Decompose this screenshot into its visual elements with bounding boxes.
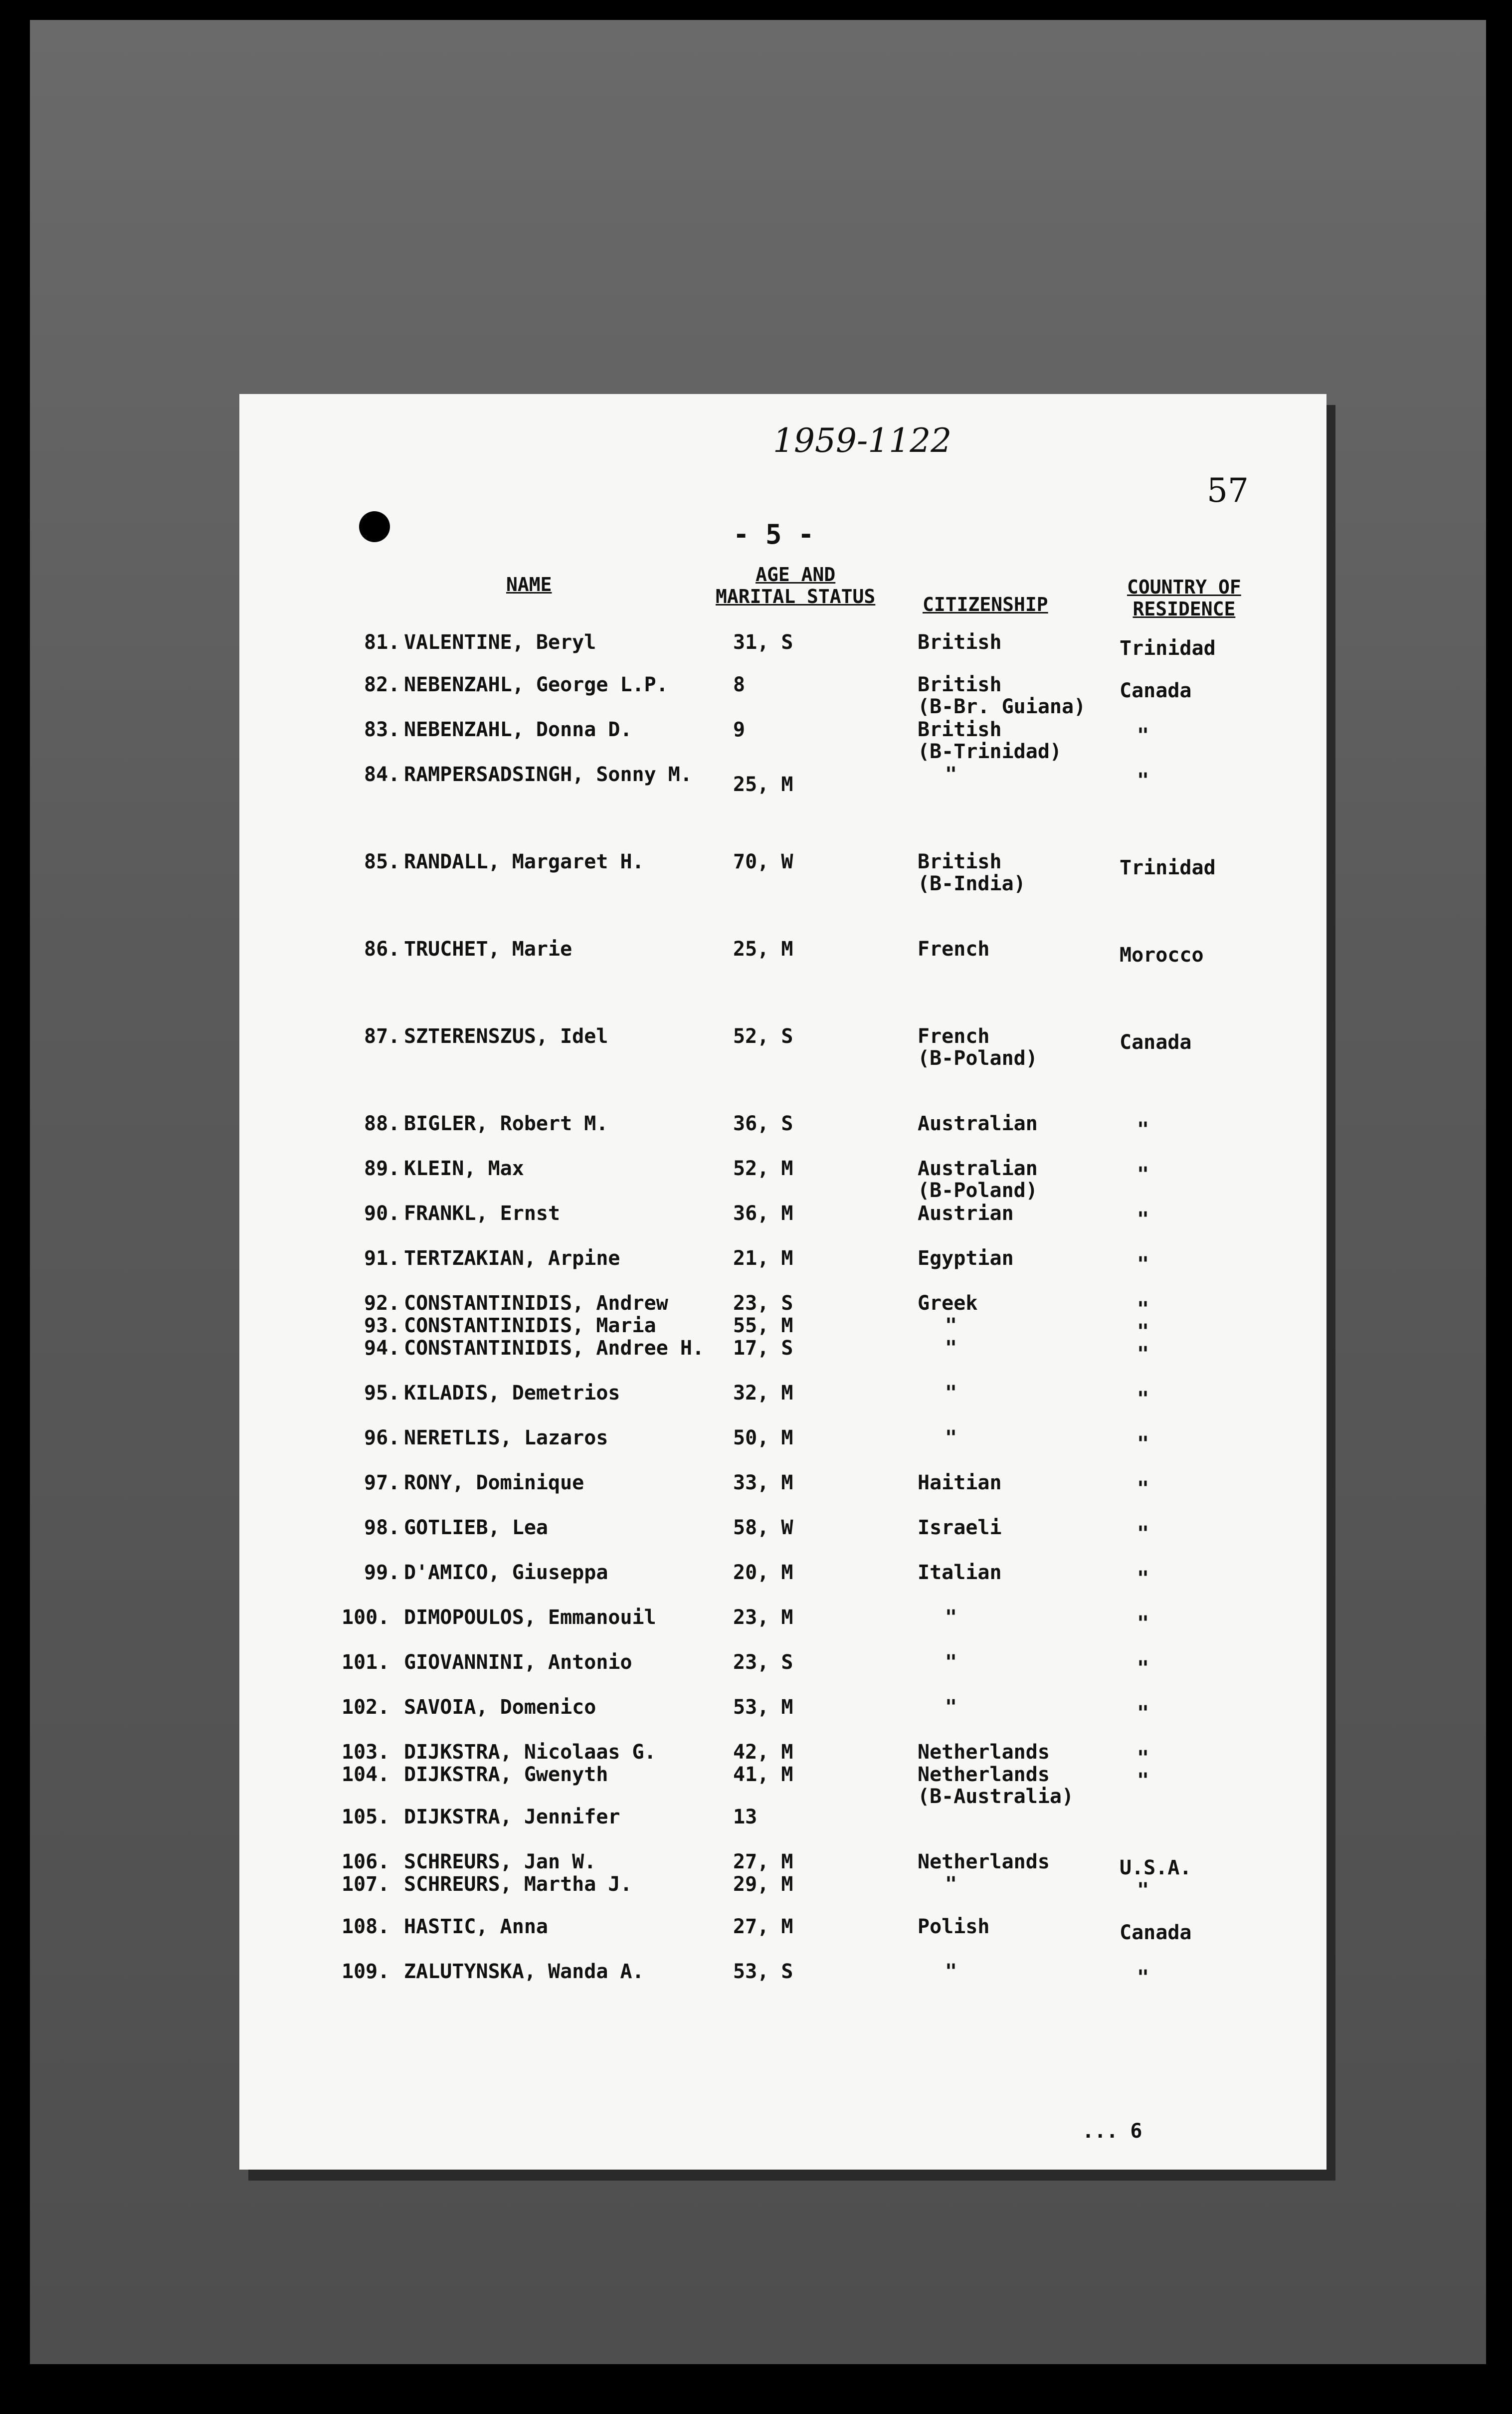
passenger-name: SZTERENSZUS, Idel <box>404 1025 608 1048</box>
row-number: 89. <box>364 1157 400 1180</box>
age-marital-status: 20, M <box>733 1561 793 1584</box>
country-of-residence: " <box>1137 1388 1149 1410</box>
age-marital-status: 41, M <box>733 1763 793 1786</box>
passenger-name: KILADIS, Demetrios <box>404 1382 620 1405</box>
country-of-residence: " <box>1137 1522 1149 1545</box>
citizenship-line: French <box>918 938 990 961</box>
country-of-residence: Canada <box>1120 1921 1192 1944</box>
country-of-residence: " <box>1137 1298 1149 1321</box>
row-number: 97. <box>364 1471 400 1494</box>
citizenship-line: Haitian <box>918 1471 1002 1494</box>
citizenship-line: (B-Br. Guiana) <box>918 695 1086 718</box>
row-number: 109. <box>342 1960 390 1983</box>
age-marital-status: 52, S <box>733 1025 793 1048</box>
country-of-residence: Canada <box>1120 679 1192 702</box>
country-of-residence: " <box>1137 1567 1149 1590</box>
age-marital-status: 42, M <box>733 1741 793 1764</box>
row-number: 85. <box>364 850 400 873</box>
page-marker: - 5 - <box>733 519 814 550</box>
citizenship-line: " <box>945 1337 957 1360</box>
citizenship-line: Austrian <box>918 1202 1014 1225</box>
passenger-name: BIGLER, Robert M. <box>404 1112 608 1135</box>
citizenship-line: British <box>918 850 1002 873</box>
passenger-name: CONSTANTINIDIS, Andrew <box>404 1292 668 1315</box>
header-country-line2: RESIDENCE <box>1133 598 1236 620</box>
citizenship-line: Netherlands <box>918 1741 1050 1764</box>
row-number: 101. <box>342 1651 390 1674</box>
age-marital-status: 17, S <box>733 1337 793 1360</box>
country-of-residence: " <box>1137 1769 1149 1792</box>
country-of-residence: " <box>1137 1163 1149 1186</box>
country-of-residence: " <box>1137 1747 1149 1770</box>
row-number: 95. <box>364 1382 400 1405</box>
citizenship-line: " <box>945 1426 957 1449</box>
age-marital-status: 9 <box>733 718 746 741</box>
passenger-name: VALENTINE, Beryl <box>404 631 596 654</box>
passenger-name: TERTZAKIAN, Arpine <box>404 1247 620 1270</box>
row-number: 81. <box>364 631 400 654</box>
passenger-name: GOTLIEB, Lea <box>404 1516 548 1539</box>
citizenship-line: Polish <box>918 1915 990 1938</box>
citizenship-line: French <box>918 1025 990 1048</box>
passenger-name: GIOVANNINI, Antonio <box>404 1651 632 1674</box>
passenger-name: TRUCHET, Marie <box>404 938 572 961</box>
citizenship-line: " <box>945 1696 957 1719</box>
age-marital-status: 53, S <box>733 1960 793 1983</box>
citizenship-line: (B-Poland) <box>918 1179 1038 1202</box>
handwritten-reference: 1959-1122 <box>773 421 952 460</box>
passenger-name: DIJKSTRA, Gwenyth <box>404 1763 608 1786</box>
page-number: 57 <box>1207 471 1249 510</box>
passenger-name: DIMOPOULOS, Emmanouil <box>404 1606 656 1629</box>
country-of-residence: " <box>1137 1477 1149 1500</box>
age-marital-status: 50, M <box>733 1426 793 1449</box>
age-marital-status: 23, M <box>733 1606 793 1629</box>
header-name-text: NAME <box>506 574 552 596</box>
passenger-name: RONY, Dominique <box>404 1471 584 1494</box>
country-of-residence: " <box>1137 1702 1149 1725</box>
passenger-name: CONSTANTINIDIS, Maria <box>404 1314 656 1337</box>
citizenship-line: British <box>918 718 1002 741</box>
column-header-name <box>506 574 552 596</box>
header-citizenship-text: CITIZENSHIP <box>923 594 1048 615</box>
country-of-residence: U.S.A. <box>1120 1856 1192 1879</box>
passenger-name: NEBENZAHL, George L.P. <box>404 673 668 696</box>
row-number: 103. <box>342 1741 390 1764</box>
age-marital-status: 55, M <box>733 1314 793 1337</box>
citizenship-line: (B-India) <box>918 872 1026 895</box>
column-header-citizenship <box>923 594 1048 615</box>
row-number: 90. <box>364 1202 400 1225</box>
passenger-name: DIJKSTRA, Nicolaas G. <box>404 1741 656 1764</box>
row-number: 108. <box>342 1915 390 1938</box>
row-number: 82. <box>364 673 400 696</box>
row-number: 83. <box>364 718 400 741</box>
header-country-line1: COUNTRY OF <box>1127 576 1241 598</box>
passenger-name: NERETLIS, Lazaros <box>404 1426 608 1449</box>
country-of-residence: " <box>1137 724 1149 747</box>
citizenship-line: " <box>945 1873 957 1896</box>
row-number: 87. <box>364 1025 400 1048</box>
age-marital-status: 25, M <box>733 773 793 796</box>
country-of-residence: " <box>1137 1966 1149 1989</box>
row-number: 99. <box>364 1561 400 1584</box>
passenger-name: FRANKL, Ernst <box>404 1202 561 1225</box>
country-of-residence: " <box>1137 1879 1149 1902</box>
country-of-residence: " <box>1137 1320 1149 1343</box>
citizenship-line: (B-Poland) <box>918 1047 1038 1070</box>
passenger-name: KLEIN, Max <box>404 1157 524 1180</box>
passenger-name: RANDALL, Margaret H. <box>404 850 644 873</box>
citizenship-line: Italian <box>918 1561 1002 1584</box>
passenger-name: RAMPERSADSINGH, Sonny M. <box>404 763 692 786</box>
passenger-name: SAVOIA, Domenico <box>404 1696 596 1719</box>
row-number: 100. <box>342 1606 390 1629</box>
passenger-name: SCHREURS, Martha J. <box>404 1873 632 1896</box>
citizenship-line: " <box>945 1314 957 1337</box>
punch-hole <box>359 511 390 542</box>
citizenship-line: (B-Australia) <box>918 1785 1074 1808</box>
citizenship-line: " <box>945 1960 957 1983</box>
age-marital-status: 29, M <box>733 1873 793 1896</box>
row-number: 105. <box>342 1806 390 1828</box>
citizenship-line: Israeli <box>918 1516 1002 1539</box>
header-age-line2: MARITAL STATUS <box>716 586 876 607</box>
citizenship-line: " <box>945 1651 957 1674</box>
age-marital-status: 36, M <box>733 1202 793 1225</box>
citizenship-line: " <box>945 763 957 786</box>
citizenship-line: Netherlands <box>918 1850 1050 1873</box>
country-of-residence: " <box>1137 1343 1149 1366</box>
citizenship-line: (B-Trinidad) <box>918 740 1062 763</box>
continuation-marker: ... 6 <box>1082 2120 1142 2143</box>
age-marital-status: 36, S <box>733 1112 793 1135</box>
citizenship-line: " <box>945 1606 957 1629</box>
age-marital-status: 23, S <box>733 1292 793 1315</box>
country-of-residence: " <box>1137 1208 1149 1231</box>
passenger-name: ZALUTYNSKA, Wanda A. <box>404 1960 644 1983</box>
country-of-residence: " <box>1137 1612 1149 1635</box>
age-marital-status: 32, M <box>733 1382 793 1405</box>
country-of-residence: " <box>1137 1118 1149 1141</box>
citizenship-line: British <box>918 631 1002 654</box>
age-marital-status: 27, M <box>733 1850 793 1873</box>
age-marital-status: 52, M <box>733 1157 793 1180</box>
country-of-residence: " <box>1137 1657 1149 1680</box>
citizenship-line: Australian <box>918 1157 1038 1180</box>
passenger-name: SCHREURS, Jan W. <box>404 1850 596 1873</box>
age-marital-status: 53, M <box>733 1696 793 1719</box>
passenger-name: HASTIC, Anna <box>404 1915 548 1938</box>
age-marital-status: 33, M <box>733 1471 793 1494</box>
row-number: 91. <box>364 1247 400 1270</box>
country-of-residence: " <box>1137 1432 1149 1455</box>
column-header-country <box>1127 576 1241 620</box>
passenger-name: NEBENZAHL, Donna D. <box>404 718 632 741</box>
country-of-residence: Trinidad <box>1120 637 1216 660</box>
row-number: 84. <box>364 763 400 786</box>
age-marital-status: 27, M <box>733 1915 793 1938</box>
column-header-age-marital <box>716 564 875 607</box>
country-of-residence: Morocco <box>1120 944 1204 967</box>
row-number: 98. <box>364 1516 400 1539</box>
row-number: 96. <box>364 1426 400 1449</box>
row-number: 86. <box>364 938 400 961</box>
citizenship-line: " <box>945 1382 957 1405</box>
header-age-line1: AGE AND <box>756 564 836 586</box>
row-number: 92. <box>364 1292 400 1315</box>
passenger-name: D'AMICO, Giuseppa <box>404 1561 608 1584</box>
row-number: 102. <box>342 1696 390 1719</box>
citizenship-line: Netherlands <box>918 1763 1050 1786</box>
age-marital-status: 25, M <box>733 938 793 961</box>
age-marital-status: 23, S <box>733 1651 793 1674</box>
document-page <box>239 394 1326 2170</box>
country-of-residence: " <box>1137 1253 1149 1276</box>
age-marital-status: 58, W <box>733 1516 793 1539</box>
country-of-residence: Trinidad <box>1120 856 1216 879</box>
row-number: 106. <box>342 1850 390 1873</box>
row-number: 94. <box>364 1337 400 1360</box>
age-marital-status: 31, S <box>733 631 793 654</box>
row-number: 107. <box>342 1873 390 1896</box>
row-number: 88. <box>364 1112 400 1135</box>
age-marital-status: 21, M <box>733 1247 793 1270</box>
row-number: 93. <box>364 1314 400 1337</box>
age-marital-status: 8 <box>733 673 746 696</box>
citizenship-line: Egyptian <box>918 1247 1014 1270</box>
passenger-name: CONSTANTINIDIS, Andree H. <box>404 1337 705 1360</box>
age-marital-status: 70, W <box>733 850 793 873</box>
country-of-residence: " <box>1137 769 1149 792</box>
citizenship-line: Greek <box>918 1292 978 1315</box>
citizenship-line: Australian <box>918 1112 1038 1135</box>
country-of-residence: Canada <box>1120 1031 1192 1054</box>
passenger-name: DIJKSTRA, Jennifer <box>404 1806 620 1828</box>
age-marital-status: 13 <box>733 1806 757 1828</box>
row-number: 104. <box>342 1763 390 1786</box>
citizenship-line: British <box>918 673 1002 696</box>
